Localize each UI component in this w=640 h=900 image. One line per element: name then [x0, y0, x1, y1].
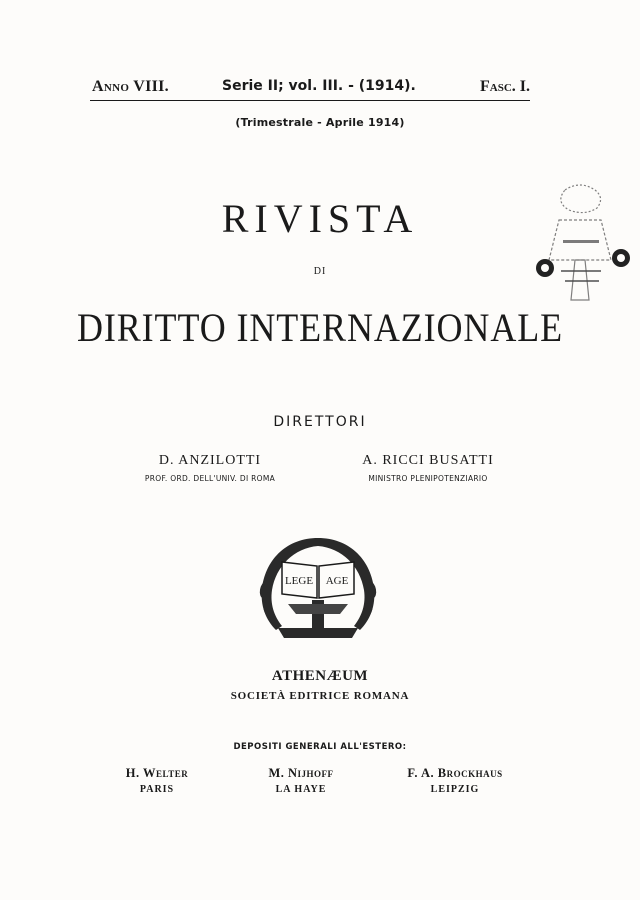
- director-role: MINISTRO PLENIPOTENZIARIO: [368, 474, 488, 483]
- title-diritto-internazionale: DIRITTO INTERNAZIONALE: [76, 305, 564, 350]
- title-di: DI: [313, 266, 327, 277]
- fascicolo-label: Fasc. I.: [479, 78, 530, 95]
- serie-label: Serie II; vol. III. - (1914).: [222, 78, 416, 94]
- distributor-city: LA HAYE: [275, 784, 327, 795]
- director-name: D. ANZILOTTI: [158, 453, 262, 468]
- distributor-name: H. Welter: [125, 766, 189, 780]
- header-row: [92, 78, 530, 98]
- laurel-book-emblem-icon: [248, 528, 388, 646]
- library-stamp-icon: [525, 180, 635, 310]
- director-role: PROF. ORD. DELL'UNIV. DI ROMA: [144, 474, 276, 483]
- header-rule: [90, 100, 530, 101]
- distributor-city: PARIS: [139, 784, 175, 795]
- book-right-text: AGE: [325, 575, 349, 587]
- directors-heading: DIRETTORI: [273, 414, 367, 430]
- title-rivista: RIVISTA: [221, 196, 419, 241]
- distributor-name: M. Nijhoff: [268, 766, 334, 780]
- distributor-city: LEIPZIG: [430, 784, 480, 795]
- director-name: A. RICCI BUSATTI: [362, 453, 494, 468]
- book-left-text: LEGE: [284, 575, 314, 587]
- distributors-heading: DEPOSITI GENERALI ALL'ESTERO:: [233, 742, 407, 752]
- publisher-name: ATHENÆUM: [271, 668, 369, 684]
- anno-label: Anno VIII.: [92, 78, 169, 95]
- publisher-subtitle: SOCIETÀ EDITRICE ROMANA: [230, 690, 410, 702]
- distributor-name: F. A. Brockhaus: [407, 766, 503, 780]
- periodicity: (Trimestrale - Aprile 1914): [235, 116, 405, 129]
